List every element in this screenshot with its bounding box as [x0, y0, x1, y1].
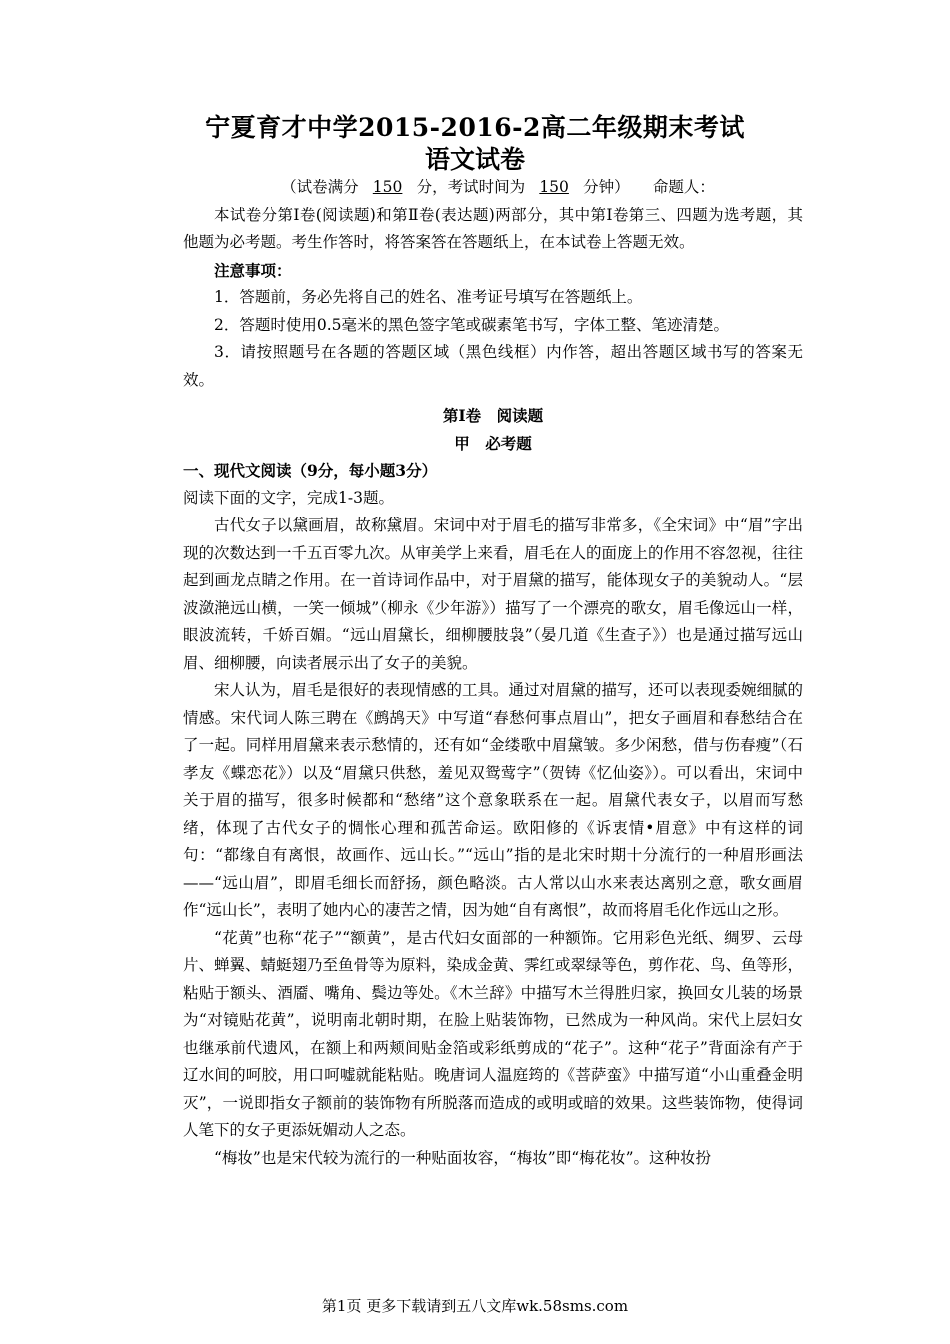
- note-item: 2．答题时使用0.5毫米的黑色签字笔或碳素笔书写，字体工整、笔迹清楚。: [214, 315, 730, 334]
- question-heading: 一、现代文阅读（9分，每小题3分）: [183, 461, 438, 480]
- exam-time-value: 150: [539, 178, 569, 196]
- document-body: [183, 174, 803, 1172]
- exam-subtitle: 语文试卷: [424, 145, 525, 174]
- passage-paragraph: “梅妆”也是宋代较为流行的一种贴面妆容，“梅妆”即“梅花妆”。这种妆扮: [214, 1148, 712, 1167]
- notes-heading: 注意事项：: [214, 260, 292, 280]
- passage-paragraph: 宋人认为，眉毛是很好的表现情感的工具。通过对眉黛的描写，还可以表现委婉细腻的情感。宋代词人陈三聘在《鹧鸪天》中写道“春愁何事点眉山”，把女子画眉和春愁结合在了一起。同样用眉黛来表示愁情的，还有如“金缕歌中眉黛皱。多少闲愁，借与伤春瘦”（石孝友《蝶恋花》）以及“眉黛只供愁，羞见双鸳莺字”（贺铸《忆仙姿》）。可以看出，宋词中关于眉的描写，很多时候都和“愁绪”这个意象联系在一起。眉黛代表女子，以眉而写愁绪，体现了古代女子的惆怅心理和孤苦命运。欧阳修的《诉衷情•眉意》中有这样的词句：“都缘自有离恨，故画作、远山长。”“远山”指的是北宋时期十分流行的一种眉形画法——“远山眉”，即眉毛细长而舒扬，颜色略淡。古人常以山水来表达离别之意，歌女画眉作“远山长”，表明了她内心的凄苦之情，因为她“自有离恨”，故而将眉毛化作远山之形。: [183, 681, 804, 919]
- passage-paragraph: 古代女子以黛画眉，故称黛眉。宋词中对于眉毛的描写非常多，《全宋词》中“眉”字出现的次数达到一千五百零九次。从审美学上来看，眉毛在人的面庞上的作用不容忽视，往往起到画龙点睛之作用。在一首诗词作品中，对于眉黛的描写，能体现女子的美貌动人。“层波潋滟远山横，一笑一倾城”（柳永《少年游》）描写了一个漂亮的歌女，眉毛像远山一样，眼波流转，千娇百媚。“远山眉黛长，细柳腰肢袅”（晏几道《生查子》）也是通过描写远山眉、细柳腰，向读者展示出了女子的美貌。: [183, 516, 804, 672]
- exam-title: 宁夏育才中学2015-2016-2高二年级期末考试: [205, 113, 745, 142]
- passage-paragraph: “花黄”也称“花子”“额黄”，是古代妇女面部的一种额饰。它用彩色光纸、绸罗、云母片、蝉翼、蜻蜓翅乃至鱼骨等为原料，染成金黄、霁红或翠绿等色，剪作花、鸟、鱼等形，粘贴于额头、酒靥、嘴角、鬓边等处。《木兰辞》中描写木兰得胜归家，换回女儿装的场景为“对镜贴花黄”，说明南北朝时期，在脸上贴装饰物，已然成为一种风尚。宋代上层妇女也继承前代遗风，在额上和两颊间贴金箔或彩纸剪成的“花子”。这种“花子”背面涂有产于辽水间的呵胶，用口呵嘘就能粘贴。晚唐词人温庭筠的《菩萨蛮》中描写道“小山重叠金明灭”，一说即指女子额前的装饰物有所脱落而造成的或明或暗的效果。这些装饰物，使得词人笔下的女子更添妩媚动人之态。: [183, 928, 804, 1139]
- question-instruction: 阅读下面的文字，完成1-3题。: [183, 488, 394, 507]
- info-mid: 分，考试时间为: [416, 178, 526, 196]
- setter-label: 命题人：: [652, 178, 715, 196]
- note-item: 3．请按照题号在各题的答题区域（黑色线框）内作答，超出答题区域书写的答案无效。: [183, 343, 803, 389]
- exam-info: [183, 174, 803, 202]
- info-prefix: （试卷满分: [281, 178, 359, 196]
- full-score-value: 150: [372, 178, 403, 196]
- volume-heading: 第Ⅰ卷 阅读题: [442, 406, 544, 425]
- page-footer: 第1页 更多下载请到五八文库wk.58sms.com: [321, 1297, 629, 1315]
- note-item: 1．答题前，务必先将自己的姓名、准考证号填写在答题纸上。: [214, 288, 643, 306]
- part-heading: 甲 必考题: [454, 433, 532, 453]
- intro-paragraph: 本试卷分第Ⅰ卷(阅读题)和第Ⅱ卷(表达题)两部分，其中第Ⅰ卷第三、四题为选考题，其他题为必考题。考生作答时，将答案答在答题纸上，在本试卷上答题无效。: [183, 205, 803, 251]
- info-suffix: 分钟）: [583, 178, 622, 196]
